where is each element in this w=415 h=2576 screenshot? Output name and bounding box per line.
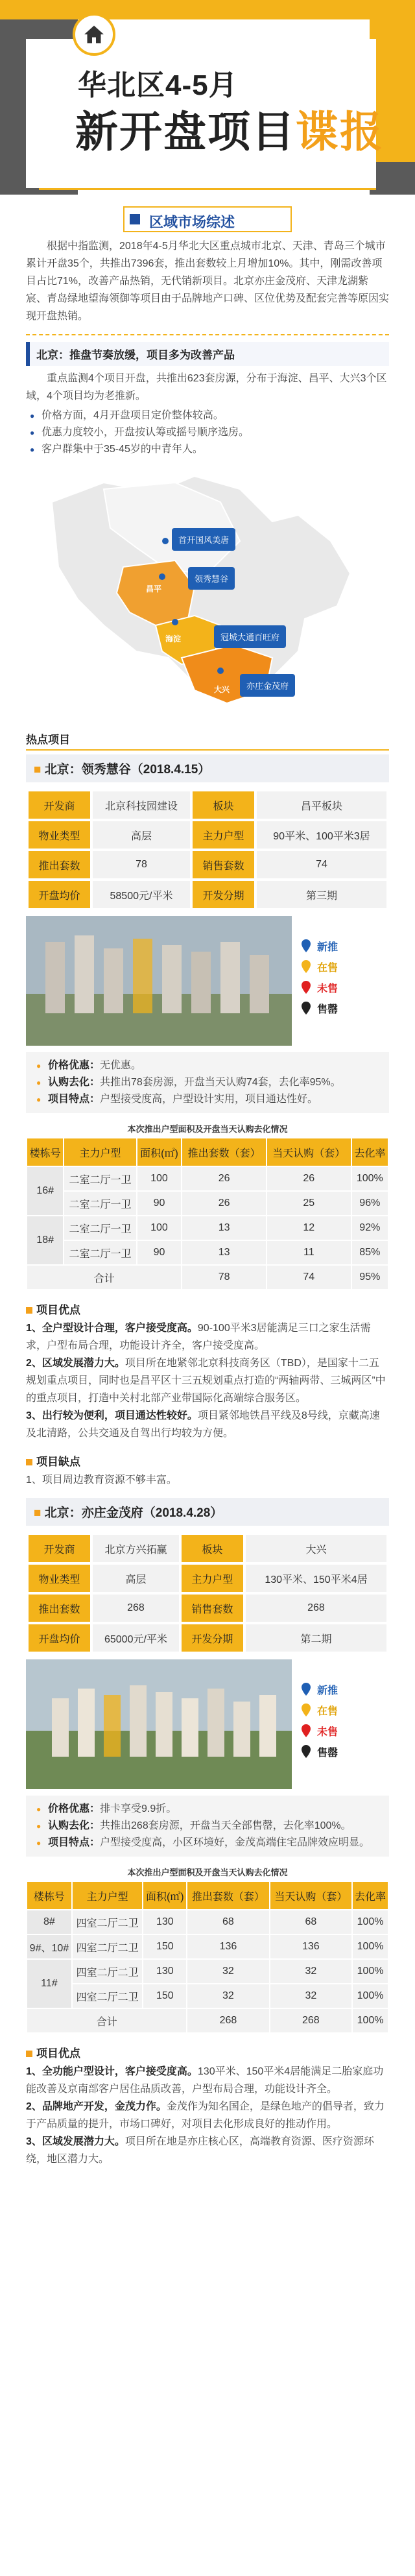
district-map — [26, 463, 389, 716]
square-icon — [26, 1459, 32, 1465]
advantages-title — [26, 2044, 389, 2060]
pin-blue-icon — [302, 939, 311, 952]
info-key: 主力户型 — [193, 821, 254, 849]
info-key: 开发分期 — [182, 1624, 243, 1652]
table-cell: 130 — [143, 1959, 187, 1984]
building-cell: 8# — [27, 1910, 72, 1934]
beijing-subheading: 北京：推盘节奏放缓，项目多为改善产品 — [26, 342, 389, 366]
section-heading-square — [130, 214, 140, 224]
info-key: 推出套数 — [29, 1595, 90, 1622]
table-cell: 26 — [182, 1191, 267, 1216]
table-row — [27, 1166, 388, 1191]
project-info-table — [26, 1532, 389, 1654]
table-cell: 二室二厅一卫 — [64, 1166, 136, 1191]
page-title-line1: 华北区4-5月 — [78, 69, 238, 101]
project-photo-row — [26, 916, 389, 1046]
column-header: 主力户型 — [72, 1881, 143, 1910]
sales-table — [26, 1881, 389, 2034]
pin-blue-icon — [302, 1683, 311, 1696]
project-heading-text: 北京：亦庄金茂府（2018.4.28） — [44, 1506, 223, 1520]
project-photo-row — [26, 1659, 389, 1789]
table-cell: 100% — [352, 1959, 388, 1984]
flag-icon: ■ — [34, 763, 42, 776]
advantages-title — [26, 1301, 389, 1317]
pin-red-icon — [302, 981, 311, 994]
advantages-title-text: 项目优点 — [36, 2047, 80, 2060]
advantage-item — [26, 2063, 389, 2098]
highlight-item — [35, 1818, 380, 1835]
info-key: 物业类型 — [29, 821, 90, 849]
table-cell: 100% — [352, 1984, 388, 2008]
table-cell: 268 — [270, 2008, 352, 2033]
info-key: 销售套数 — [182, 1595, 243, 1622]
project-heading — [26, 1498, 389, 1526]
info-row — [29, 881, 386, 908]
legend-item — [302, 1700, 338, 1720]
map-label: 领秀慧谷 — [188, 567, 235, 590]
info-key: 开盘均价 — [29, 881, 90, 908]
table-cell: 13 — [182, 1240, 267, 1265]
legend-label: 在售 — [317, 1705, 338, 1717]
legend-label: 在售 — [317, 962, 338, 974]
square-icon — [26, 2051, 32, 2057]
pin-yellow-icon — [302, 1703, 311, 1716]
highlight-item — [35, 1091, 380, 1108]
total-label: 合计 — [27, 1265, 182, 1290]
advantages-title-text: 项目优点 — [36, 1304, 80, 1316]
column-header: 面积(㎡) — [137, 1138, 182, 1166]
info-row — [29, 1565, 386, 1592]
table-cell: 四室二厅二卫 — [72, 1934, 143, 1959]
advantage-key: 1、全功能户型设计，客户接受度高。 — [26, 2066, 198, 2077]
highlight-value: 户型接受度高，户型设计实用，项目通达性好。 — [100, 1094, 318, 1105]
table-cell: 32 — [270, 1984, 352, 2008]
highlight-key: 认购去化： — [48, 1077, 101, 1088]
info-key: 推出套数 — [29, 851, 90, 878]
column-header: 去化率 — [352, 1881, 388, 1910]
table-cell: 26 — [267, 1166, 351, 1191]
legend-item — [302, 1741, 338, 1762]
map-pin — [162, 538, 169, 544]
disadvantages-title-text: 项目缺点 — [36, 1456, 80, 1468]
legend-item — [302, 956, 338, 977]
table-cell: 12 — [267, 1216, 351, 1240]
advantage-key: 3、区域发展潜力大。 — [26, 2136, 125, 2147]
hot-projects-title: 热点项目 — [26, 730, 389, 751]
table-row — [27, 1959, 388, 1984]
page-title-line2 — [75, 97, 384, 159]
legend-label: 未售 — [317, 983, 338, 994]
table-cell: 二室二厅一卫 — [64, 1191, 136, 1216]
info-key: 开发分期 — [193, 881, 254, 908]
column-header: 推出套数（套） — [182, 1138, 267, 1166]
highlight-key: 项目特点： — [48, 1094, 101, 1105]
advantage-value: 金茂作为知名国企，是绿色地产的倡导者，致力于产品质量的提升，市场口碑好，对项目去化形成良好的推动作用。 — [26, 2101, 385, 2130]
info-key: 物业类型 — [29, 1565, 90, 1592]
table-cell: 100% — [352, 1910, 388, 1934]
project-info-table — [26, 789, 389, 911]
table-caption: 本次推出户型面积及开盘当天认购去化情况 — [127, 1868, 288, 1877]
advantage-key: 2、区域发展潜力大。 — [26, 1358, 125, 1369]
total-label: 合计 — [27, 2008, 187, 2033]
table-cell: 100% — [352, 2008, 388, 2033]
table-cell: 150 — [143, 1984, 187, 2008]
table-cell: 90 — [137, 1240, 182, 1265]
table-total-row — [27, 1265, 388, 1290]
advantage-value: 90-100平米3居能满足三口之家生活需求，户型布局合理，功能设计齐全，客户接受度高。 — [26, 1323, 371, 1351]
column-header: 楼栋号 — [27, 1881, 72, 1910]
pin-red-icon — [302, 1724, 311, 1737]
info-key: 开发商 — [29, 1535, 90, 1562]
legend-label: 售罄 — [317, 1747, 338, 1759]
disadvantages-text — [26, 1471, 389, 1489]
project-aerial-photo — [26, 1659, 292, 1789]
table-cell: 96% — [351, 1191, 388, 1216]
beijing-bullets — [26, 407, 389, 458]
table-cell: 100% — [351, 1166, 388, 1191]
legend-label: 新推 — [317, 941, 338, 953]
bullet-item: ● 客户群集中于35-45岁的中青年人。 — [26, 441, 389, 458]
disadvantage-item: 1、项目周边教育资源不够丰富。 — [26, 1475, 177, 1486]
pin-black-icon — [302, 1745, 311, 1758]
project-highlights — [26, 1052, 389, 1113]
advantage-value: 项目紧邻地铁昌平线及8号线，京藏高速及北清路，公共交通及自驾出行均较为方便。 — [26, 1410, 380, 1439]
title-accent: 谍报 — [296, 108, 384, 156]
advantage-item — [26, 2133, 389, 2168]
info-value: 高层 — [93, 821, 190, 849]
column-header: 当天认购（套） — [270, 1881, 352, 1910]
info-value: 78 — [93, 851, 190, 878]
table-cell: 85% — [351, 1240, 388, 1265]
column-header: 推出套数（套） — [187, 1881, 269, 1910]
table-row — [27, 1240, 388, 1265]
info-key: 主力户型 — [182, 1565, 243, 1592]
info-value: 268 — [93, 1595, 179, 1622]
table-header-row — [27, 1138, 388, 1166]
table-total-row — [27, 2008, 388, 2033]
info-value: 第三期 — [257, 881, 386, 908]
highlight-item — [35, 1074, 380, 1091]
table-row — [27, 1910, 388, 1934]
square-icon — [26, 1307, 32, 1314]
table-cell: 二室二厅一卫 — [64, 1216, 136, 1240]
advantage-item — [26, 1319, 389, 1354]
pin-yellow-icon — [302, 960, 311, 973]
map-pin — [159, 573, 165, 580]
section-heading-text: 区域市场综述 — [149, 214, 235, 230]
home-icon[interactable] — [73, 13, 115, 56]
highlight-key: 认购去化： — [48, 1820, 101, 1831]
building-cell: 9#、10# — [27, 1934, 72, 1959]
advantages-text — [26, 2063, 389, 2168]
highlight-key: 价格优惠： — [48, 1803, 101, 1814]
info-value: 北京方兴拓赢 — [93, 1535, 179, 1562]
table-cell: 68 — [187, 1910, 269, 1934]
highlight-value: 共推出268套房源，开盘当天全部售罄，去化率100%。 — [100, 1820, 351, 1831]
info-key: 板块 — [193, 791, 254, 819]
table-row — [27, 1216, 388, 1240]
info-value: 大兴 — [246, 1535, 386, 1562]
table-cell: 32 — [270, 1959, 352, 1984]
legend-item — [302, 935, 338, 956]
building-cell: 18# — [27, 1216, 64, 1265]
table-caption: 本次推出户型面积及开盘当天认购去化情况 — [127, 1124, 288, 1134]
table-cell: 13 — [182, 1216, 267, 1240]
highlight-key: 项目特点： — [48, 1837, 101, 1848]
district-label: 昌平 — [146, 584, 162, 594]
map-pin — [217, 668, 224, 674]
info-row — [29, 1595, 386, 1622]
map-graphic — [26, 463, 389, 716]
table-cell: 100 — [137, 1216, 182, 1240]
status-legend — [302, 1679, 338, 1762]
bullet-item: ● 优惠力度较小，开盘按认筹或摇号顺序选房。 — [26, 424, 389, 441]
dashed-divider — [26, 334, 389, 335]
page-header — [0, 0, 415, 195]
table-cell: 92% — [351, 1216, 388, 1240]
flag-icon: ■ — [34, 1506, 42, 1520]
table-row — [27, 1934, 388, 1959]
legend-item — [302, 998, 338, 1018]
table-cell: 136 — [270, 1934, 352, 1959]
pin-black-icon — [302, 1002, 311, 1015]
info-key: 销售套数 — [193, 851, 254, 878]
info-value: 昌平板块 — [257, 791, 386, 819]
info-value: 74 — [257, 851, 386, 878]
info-value: 北京科技园建设 — [93, 791, 190, 819]
advantage-item — [26, 1407, 389, 1442]
table-cell: 100% — [352, 1934, 388, 1959]
table-cell: 78 — [182, 1265, 267, 1290]
legend-label: 未售 — [317, 1726, 338, 1738]
highlight-value: 共推出78套房源，开盘当天认购74套，去化率95%。 — [100, 1077, 341, 1088]
column-header: 主力户型 — [64, 1138, 136, 1166]
district-label: 海淀 — [165, 634, 182, 644]
building-cell: 16# — [27, 1166, 64, 1216]
map-label: 冠城大通百旺府 — [214, 625, 286, 648]
market-summary: 根据中指监测，2018年4-5月华北大区重点城市北京、天津、青岛三个城市累计开盘35个，共推出7396套，推出套数较上月增加10%。其中，刚需改善项目占比71%，改善产品热销，无代销新项目。北京亦庄金茂府、天津龙湖紫宸、青岛绿地望海领御等项目由于品牌地产口碑、区位优势及配套完善等原因实现开盘热销。 — [26, 241, 390, 322]
table-cell: 四室二厅二卫 — [72, 1910, 143, 1934]
highlight-value: 排卡享受9.9折。 — [100, 1803, 177, 1814]
legend-item — [302, 1720, 338, 1741]
info-value: 90平米、100平米3居 — [257, 821, 386, 849]
district-label: 大兴 — [214, 685, 230, 694]
table-cell: 11 — [267, 1240, 351, 1265]
highlight-item — [35, 1057, 380, 1074]
section-heading — [26, 206, 389, 232]
advantage-item — [26, 1354, 389, 1407]
project-aerial-photo — [26, 916, 292, 1046]
highlight-item — [35, 1801, 380, 1818]
info-row — [29, 1535, 386, 1562]
table-cell: 74 — [267, 1265, 351, 1290]
advantage-value: 项目所在地是亦庄核心区，高端教育资源、医疗资源环绕，地区潜力大。 — [26, 2136, 374, 2165]
table-cell: 四室二厅二卫 — [72, 1959, 143, 1984]
beijing-paragraph: 重点监测4个项目开盘，共推出623套房源，分布于海淀、昌平、大兴3个区域，4个项目均为老推新。 — [26, 373, 387, 402]
project-heading — [26, 754, 389, 782]
map-label: 亦庄金茂府 — [240, 674, 295, 697]
info-value: 268 — [246, 1595, 386, 1622]
column-header: 当天认购（套） — [267, 1138, 351, 1166]
status-legend — [302, 935, 338, 1018]
project-heading-text: 北京：领秀慧谷（2018.4.15） — [44, 763, 211, 776]
advantages-text — [26, 1319, 389, 1442]
header-top-bar — [0, 0, 415, 19]
table-cell: 136 — [187, 1934, 269, 1959]
info-key: 板块 — [182, 1535, 243, 1562]
advantage-key: 2、品牌地产开发，金茂力作。 — [26, 2101, 167, 2112]
map-label: 首开国风美唐 — [172, 528, 235, 551]
table-cell: 100 — [137, 1166, 182, 1191]
info-row — [29, 1624, 386, 1652]
highlight-value: 户型接受度高，小区环境好，金茂高端住宅品牌效应明显。 — [100, 1837, 370, 1848]
info-key: 开盘均价 — [29, 1624, 90, 1652]
table-cell: 95% — [351, 1265, 388, 1290]
column-header: 楼栋号 — [27, 1138, 64, 1166]
table-cell: 32 — [187, 1959, 269, 1984]
sales-table — [26, 1137, 389, 1290]
legend-item — [302, 1679, 338, 1700]
building-cell: 11# — [27, 1959, 72, 2008]
project-highlights — [26, 1796, 389, 1857]
table-cell: 90 — [137, 1191, 182, 1216]
table-cell: 四室二厅二卫 — [72, 1984, 143, 2008]
table-cell: 150 — [143, 1934, 187, 1959]
disadvantages-title — [26, 1452, 389, 1469]
advantage-item — [26, 2098, 389, 2133]
advantage-key: 3、出行较为便利，项目通达性较好。 — [26, 1410, 198, 1421]
header-right-gray — [370, 162, 415, 195]
table-cell: 68 — [270, 1910, 352, 1934]
info-value: 130平米、150平米4居 — [246, 1565, 386, 1592]
header-divider — [39, 188, 376, 190]
column-header: 去化率 — [351, 1138, 388, 1166]
info-key: 开发商 — [29, 791, 90, 819]
info-row — [29, 821, 386, 849]
table-cell: 32 — [187, 1984, 269, 2008]
table-header-row — [27, 1881, 388, 1910]
info-row — [29, 791, 386, 819]
info-value: 58500元/平米 — [93, 881, 190, 908]
table-row — [27, 1191, 388, 1216]
column-header: 面积(㎡) — [143, 1881, 187, 1910]
advantage-value: 项目所在地紧邻北京科技商务区（TBD），是国家十二五规划重点项目，同时也是昌平区十三五规划重点打造的“两轴两带、三城两区”中的重点项目，打造中关村北部产业带国际化高端综合服务区。 — [26, 1358, 386, 1404]
legend-item — [302, 977, 338, 998]
table-cell: 268 — [187, 2008, 269, 2033]
highlight-key: 价格优惠： — [48, 1060, 101, 1071]
highlight-item — [35, 1835, 380, 1851]
info-value: 第二期 — [246, 1624, 386, 1652]
advantage-value: 130平米、150平米4居能满足二胎家庭功能改善及京南部客户居住品质改善，户型布局合理，功能设计齐全。 — [26, 2066, 384, 2095]
legend-label: 新推 — [317, 1685, 338, 1696]
info-value: 65000元/平米 — [93, 1624, 179, 1652]
highlight-value: 无优惠。 — [100, 1060, 142, 1071]
advantage-key: 1、全户型设计合理，客户接受度高。 — [26, 1323, 198, 1334]
table-cell: 130 — [143, 1910, 187, 1934]
table-row — [27, 1984, 388, 2008]
table-cell: 二室二厅一卫 — [64, 1240, 136, 1265]
table-cell: 26 — [182, 1166, 267, 1191]
legend-label: 售罄 — [317, 1004, 338, 1015]
info-value: 高层 — [93, 1565, 179, 1592]
bullet-item: ● 价格方面，4月开盘项目定价整体较高。 — [26, 407, 389, 424]
table-cell: 25 — [267, 1191, 351, 1216]
title-main: 新开盘项目 — [75, 108, 296, 156]
info-row — [29, 851, 386, 878]
map-pin — [172, 619, 178, 625]
